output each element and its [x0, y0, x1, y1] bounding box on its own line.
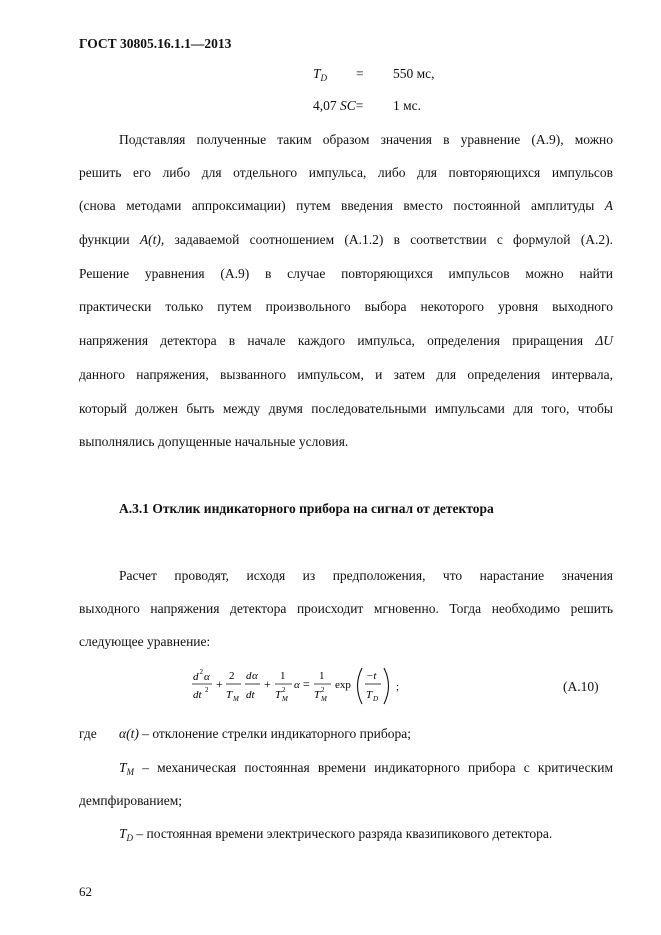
svg-text:1: 1 — [280, 670, 286, 682]
paragraph1-line: который должен быть между двумя последовательными импульсами для того, чтобы — [79, 401, 613, 416]
svg-text:dt: dt — [246, 689, 255, 701]
td-value: 550 мс, — [393, 66, 435, 81]
paragraph1-line: Решение уравнения (А.9) в случае повторяющихся импульсов можно найти — [79, 266, 613, 281]
paragraph1-line: данного напряжения, вызванного импульсом, и затем для определения интервала, — [79, 367, 613, 382]
svg-text:T: T — [314, 689, 321, 701]
definition-alpha: α(t) – отклонение стрелки индикаторного прибора; — [119, 726, 411, 741]
td-equals: = — [356, 66, 364, 81]
symbol-at: A(t), — [139, 232, 165, 247]
section-heading: А.3.1 Отклик индикаторного прибора на сигнал от детектора — [119, 501, 494, 516]
paragraph1-line: выполнялись допущенные начальные условия. — [79, 434, 349, 449]
svg-text:D: D — [373, 695, 379, 703]
sc-value: 1 мс. — [393, 98, 422, 113]
td-symbol: $T_D$ — [313, 66, 328, 83]
page-number: 62 — [79, 884, 92, 899]
svg-text:d: d — [193, 671, 199, 683]
svg-text:α: α — [204, 671, 210, 683]
symbol-delta-u: ΔU — [595, 333, 614, 348]
svg-text:M: M — [233, 695, 239, 703]
paragraph1-line: практически только путем произвольного выбора некоторого уровня выходного — [79, 299, 613, 314]
svg-text:α: α — [252, 670, 258, 682]
paragraph1-line: Подставляя полученные таким образом значения в уравнение (А.9), можно — [119, 132, 613, 147]
definition-tm: $T_M$ – механическая постоянная времени индикаторного прибора с критическим — [119, 760, 613, 777]
definition-td: $T_D$ – постоянная времени электрического разряда квазипикового детектора. — [119, 826, 553, 843]
paragraph2-line: следующее уравнение: — [79, 634, 211, 649]
paragraph1-line: функции A(t), задаваемой соотношением (А.1.2) в соответствии с формулой (А.2). — [79, 232, 613, 247]
svg-text:2: 2 — [229, 670, 235, 682]
svg-text:dt: dt — [193, 689, 202, 701]
where-label: где — [79, 726, 97, 741]
svg-text:2: 2 — [321, 686, 325, 694]
svg-text:T: T — [275, 689, 282, 701]
symbol-a: A — [604, 198, 613, 213]
equation-number: (А.10) — [563, 679, 599, 694]
svg-text:1: 1 — [319, 670, 325, 682]
paragraph2-line: Расчет проводят, исходя из предположения, что нарастание значения — [119, 568, 613, 583]
svg-text:T: T — [226, 689, 233, 701]
svg-text:2: 2 — [199, 668, 203, 676]
paragraph1-line: (снова методами аппроксимации) путем введения вместо постоянной амплитуды A — [79, 198, 613, 213]
paragraph1-line: напряжения детектора в начале каждого импульса, определения приращения ΔU — [79, 333, 614, 348]
paragraph2-line: выходного напряжения детектора происходит мгновенно. Тогда необходимо решить — [79, 601, 613, 616]
svg-text:exp: exp — [335, 679, 351, 691]
svg-text:2: 2 — [282, 686, 286, 694]
document-code: ГОСТ 30805.16.1.1—2013 — [79, 36, 232, 51]
svg-text:M: M — [321, 695, 327, 703]
svg-text:M: M — [282, 695, 288, 703]
definition-tm-continued: демпфированием; — [79, 793, 183, 808]
svg-text:T: T — [366, 689, 373, 701]
paragraph1-line: решить его либо для отдельного импульса, либо для повторяющихся импульсов — [79, 165, 613, 180]
svg-text:d: d — [246, 670, 252, 682]
svg-text:+: + — [216, 677, 223, 691]
sc-expression: 4,07 SC= — [313, 98, 364, 113]
equation-a10 — [190, 664, 430, 708]
svg-text:−t: −t — [366, 670, 377, 682]
svg-text:;: ; — [396, 681, 400, 693]
svg-text:α: α — [294, 679, 300, 691]
svg-text:+: + — [264, 677, 271, 691]
svg-text:=: = — [303, 677, 310, 691]
svg-text:2: 2 — [205, 686, 209, 694]
